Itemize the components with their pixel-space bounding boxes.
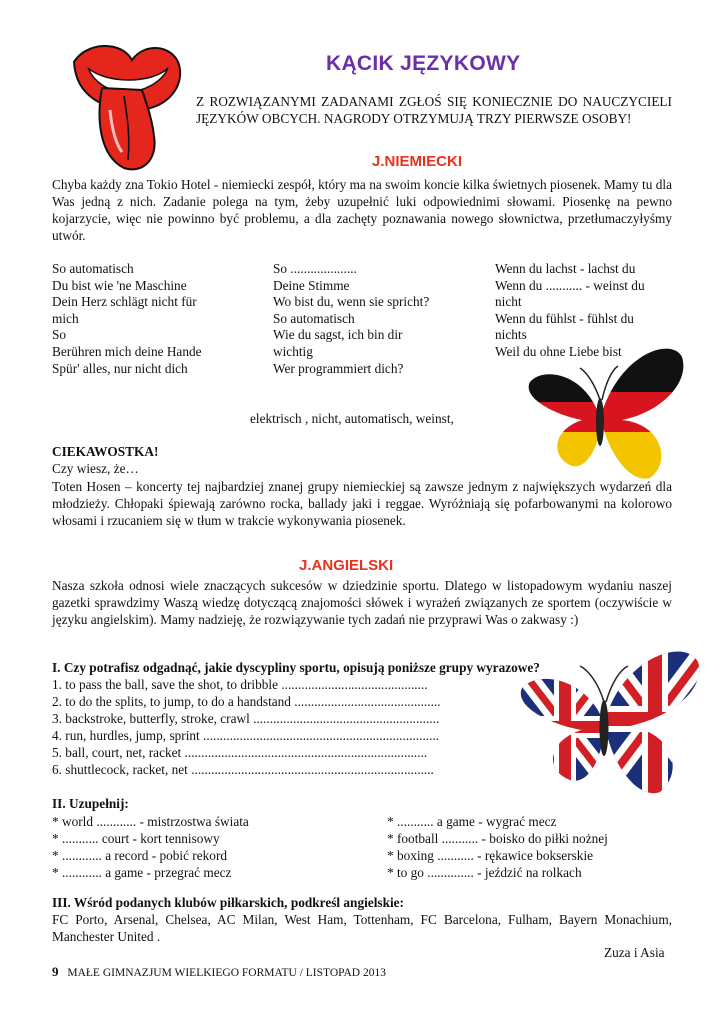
task3-title: III. Wśród podanych klubów piłkarskich, podkreśl angielskie: xyxy=(52,895,404,910)
lyric-line: Dein Herz schlägt nicht für xyxy=(52,294,197,310)
tongue-logo-icon xyxy=(66,40,186,172)
task1-title: I. Czy potrafisz odgadnąć, jakie dyscypliny sportu, opisują poniższe grupy wyrazowe? xyxy=(52,660,540,675)
lyric-line: Wenn du ........... - weinst du xyxy=(495,277,645,293)
lyric-line: Spür' alles, nur nicht dich xyxy=(52,360,188,376)
lyric-line: Weil du ohne Liebe bist xyxy=(495,343,622,359)
german-heading: J.NIEMIECKI xyxy=(372,153,463,170)
task2-item: * to go .............. - jeździć na rolkach xyxy=(387,865,582,880)
english-intro: Nasza szkoła odnosi wiele znaczących sukcesów w dziedzinie sportu. Dlatego w listopadowym wydaniu naszej gazetki sprawdzimy Waszą wiedzę dotyczącą znajomości słówek i wyrażeń związanych ze sportem (oczywiście w języku angielskim). Mamy nadzieję, że rozwiązywanie tych zadań nie przyprawi Was o zakwasy :) xyxy=(52,578,672,627)
lyric-line: wichtig xyxy=(273,343,313,359)
fact-question: Czy wiesz, że… xyxy=(52,461,139,476)
lyric-line: Berühren mich deine Hande xyxy=(52,343,202,359)
lyric-line: So .................... xyxy=(273,261,357,276)
task2-title: II. Uzupełnij: xyxy=(52,796,129,811)
uk-flag-butterfly-icon xyxy=(514,640,704,798)
word-bank: elektrisch , nicht, automatisch, weinst, xyxy=(250,411,454,426)
task2-right-list xyxy=(387,813,608,881)
authors: Zuza i Asia xyxy=(604,945,665,960)
german-flag-butterfly-icon xyxy=(522,342,687,482)
lyric-line: So xyxy=(52,327,67,343)
task1-item: 5. ball, court, net, racket ......................................................................... xyxy=(52,745,428,760)
lyric-line: Wenn du lachst - lachst du xyxy=(495,261,636,276)
task1-item: 6. shuttlecock, racket, net ......................................................................... xyxy=(52,762,434,777)
lyric-line: Wo bist du, wenn sie spricht? xyxy=(273,294,430,310)
task3-text: FC Porto, Arsenal, Chelsea, AC Milan, West Ham, Tottenham, FC Barcelona, Fulham, Bayern Monachium, Manchester United . xyxy=(52,912,672,944)
lyric-line: mich xyxy=(52,310,79,326)
lyric-line: Wenn du fühlst - fühlst du xyxy=(495,310,634,326)
page-title: KĄCIK JĘZYKOWY xyxy=(326,52,521,75)
task2-item: * ............ a game - przegrać mecz xyxy=(52,865,232,880)
page-number: 9 xyxy=(52,964,59,979)
task1-item: 4. run, hurdles, jump, sprint ....................................................................... xyxy=(52,728,440,743)
lyric-line: So automatisch xyxy=(273,310,355,326)
lyrics-column-1 xyxy=(52,261,202,377)
task1-item: 3. backstroke, butterfly, stroke, crawl ........................................................ xyxy=(52,711,440,726)
task1-item: 2. to do the splits, to jump, to do a handstand ............................................ xyxy=(52,694,441,709)
lyric-line: So automatisch xyxy=(52,261,134,276)
english-heading: J.ANGIELSKI xyxy=(299,557,394,574)
lyric-line: nichts xyxy=(495,327,527,343)
fact-heading: CIEKAWOSTKA! xyxy=(52,444,159,459)
lyrics-column-2 xyxy=(273,261,429,377)
lyric-line: Du bist wie 'ne Maschine xyxy=(52,277,187,293)
german-intro: Chyba każdy zna Tokio Hotel - niemiecki zespół, który ma na swoim koncie kilka świetnych piosenek. Mamy tu dla Was jedną z nich. Zadanie polega na tym, żeby uzupełnić luki odpowiednimi słowami. Piosenkę na pewno kojarzycie, więc nie powinno być problemu, a dla zachęty poznawania nowego słownictwa, przetłumaczyłyśmy utwór. xyxy=(52,177,672,243)
task1-item: 1. to pass the ball, save the shot, to dribble ............................................ xyxy=(52,677,428,692)
lyric-line: Deine Stimme xyxy=(273,277,350,293)
footer-text: MAŁE GIMNAZJUM WIELKIEGO FORMATU / LISTOPAD 2013 xyxy=(67,967,386,979)
task2-item: * boxing ........... - rękawice bokserskie xyxy=(387,848,594,863)
fact-text: Toten Hosen – koncerty tej najbardziej znanej grupy niemieckiej są zawsze jednym z największych wydarzeń dla młodzieży. Chłopaki śpiewają zarówno rocka, ballady jaki i reggae. Wyróżniają się pofarbowanymi na kolorowo włosami i rzucaniem się w tłum w trakcie wykonywania piosenek. xyxy=(52,479,672,528)
task2-item: * world ............ - mistrzostwa świata xyxy=(52,814,249,829)
task1-list xyxy=(52,676,441,778)
lyric-line: Wie du sagst, ich bin dir xyxy=(273,327,403,343)
page-footer xyxy=(52,964,386,980)
lyric-line: nicht xyxy=(495,294,522,310)
intro-notice: Z ROZWIĄZANYMI ZADANAMI ZGŁOŚ SIĘ KONIECZNIE DO NAUCZYCIELI JĘZYKÓW OBCYCH. NAGRODY OTRZYMUJĄ TRZY PIERWSZE OSOBY! xyxy=(196,94,672,126)
task2-item: * ........... a game - wygrać mecz xyxy=(387,814,557,829)
lyric-line: Wer programmiert dich? xyxy=(273,360,404,376)
task2-item: * ............ a record - pobić rekord xyxy=(52,848,228,863)
task2-item: * ........... court - kort tennisowy xyxy=(52,831,220,846)
task2-left-list xyxy=(52,813,249,881)
task2-item: * football ........... - boisko do piłki nożnej xyxy=(387,831,608,846)
